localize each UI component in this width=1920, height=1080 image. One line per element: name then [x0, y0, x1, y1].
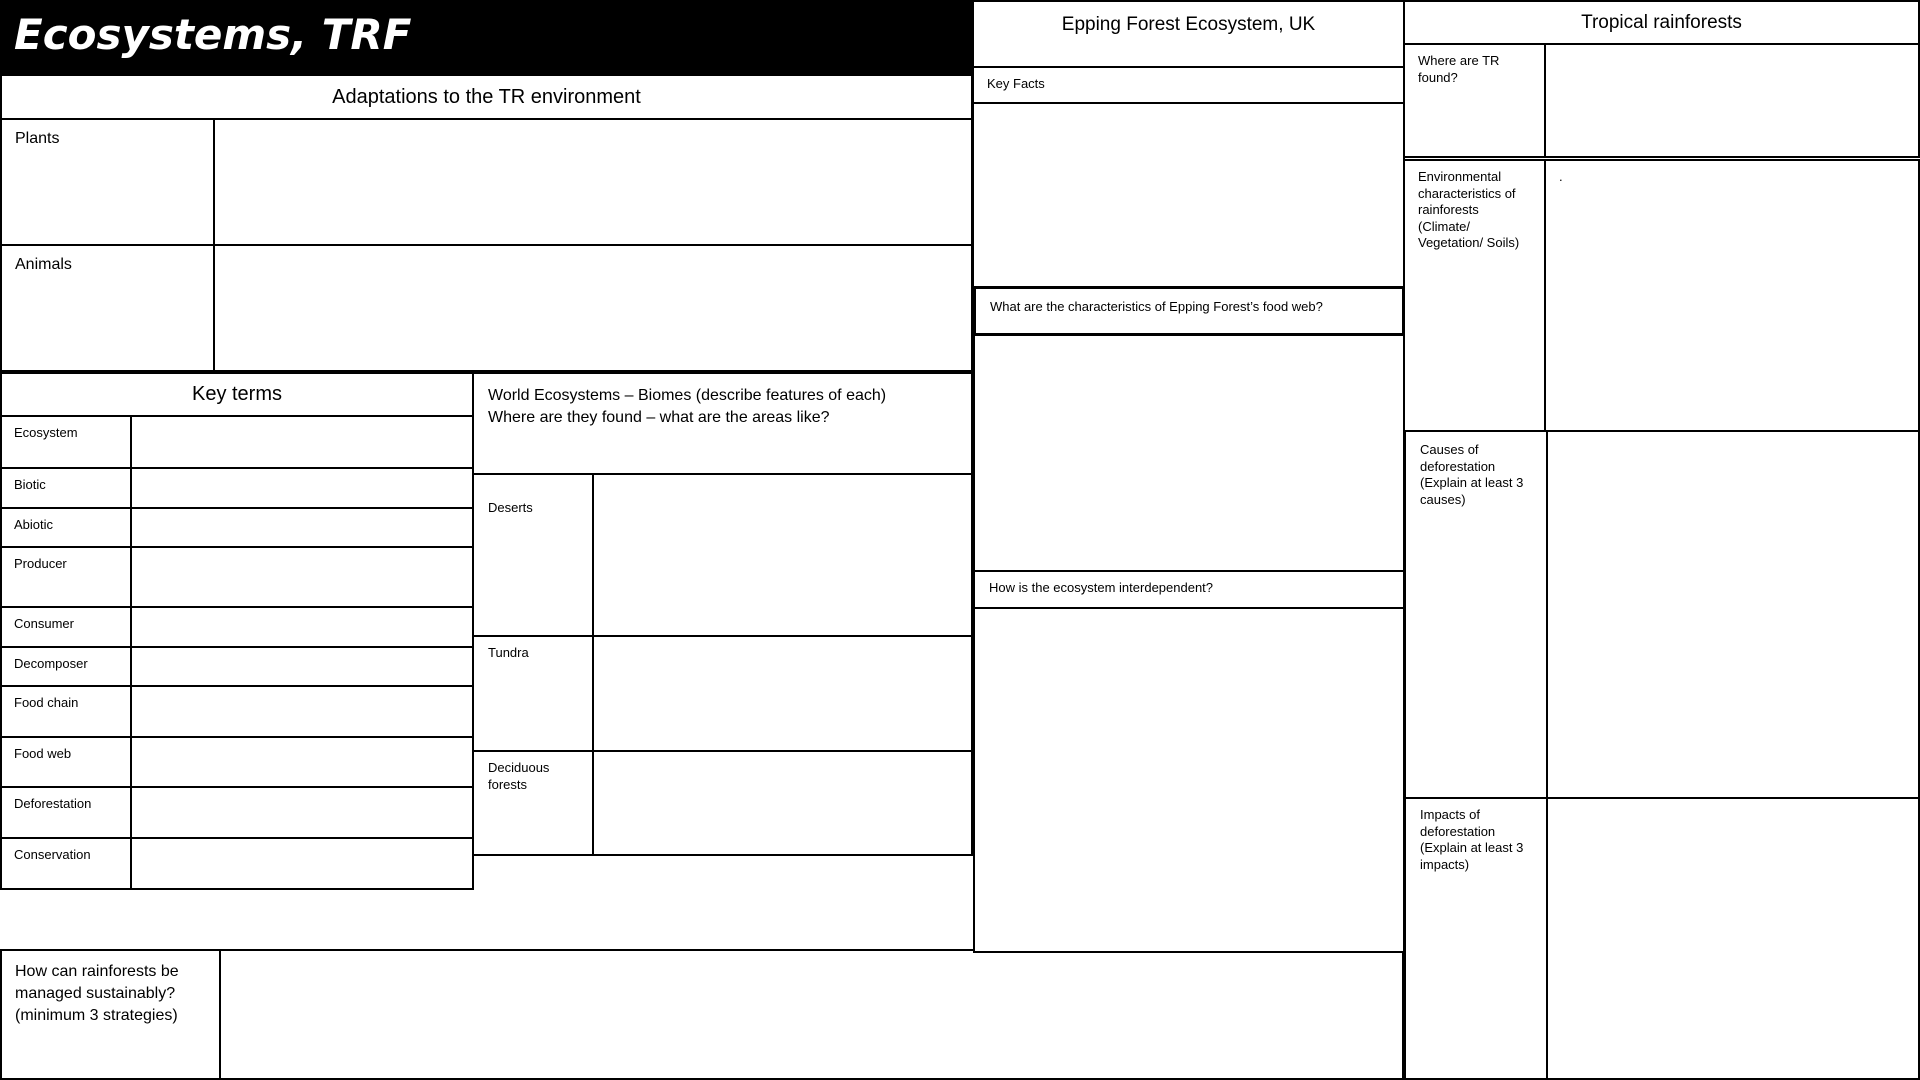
tropical-env-line3: rainforests: [1418, 202, 1479, 217]
tropical-causes-label-box: [1404, 430, 1548, 799]
key-term-biotic-label-box: [0, 467, 132, 509]
sustainable-label-box: [0, 949, 221, 1080]
biome-label-line2: forests: [488, 776, 528, 792]
key-term-food-chain-label-box: [0, 685, 132, 738]
epping-heading: Epping Forest Ecosystem, UK: [1061, 14, 1316, 35]
tropical-causes-answer[interactable]: [1546, 430, 1920, 799]
adaptations-plants-label: Plants: [15, 130, 60, 147]
tropical-impacts-line1: Impacts of: [1420, 807, 1480, 822]
epping-key-facts-answer[interactable]: [972, 102, 1405, 288]
tropical-where-label-box: [1403, 43, 1546, 158]
key-term-label: Consumer: [14, 616, 74, 631]
world-ecosystems-heading-line2: Where are they found – what are the areas like?: [488, 409, 830, 426]
epping-interdependent-question-box: [973, 570, 1405, 609]
tropical-causes-line3: (Explain at least 3: [1420, 475, 1524, 490]
tropical-heading-box: [1403, 0, 1920, 45]
key-terms-heading-box: [0, 372, 474, 417]
adaptations-heading-box: [0, 74, 973, 120]
biome-deciduous-label-box: [472, 750, 594, 856]
epping-food-web-question: What are the characteristics of Epping Forest’s food web?: [990, 299, 1323, 314]
sustainable-answer[interactable]: [219, 949, 1404, 1080]
key-term-food-chain-answer[interactable]: [130, 685, 474, 738]
adaptations-animals-label-box: [0, 244, 215, 372]
key-term-decomposer-answer[interactable]: [130, 646, 474, 687]
title-bar: [0, 0, 973, 75]
key-term-abiotic-answer[interactable]: [130, 507, 474, 548]
key-term-consumer-answer[interactable]: [130, 606, 474, 648]
adaptations-animals-label: Animals: [15, 256, 72, 273]
tropical-impacts-line3: (Explain at least 3: [1420, 840, 1524, 855]
key-term-label: Food web: [14, 746, 72, 761]
tropical-env-answer-text: .: [1559, 169, 1563, 184]
biome-deserts-answer[interactable]: [592, 473, 973, 637]
key-term-decomposer-label-box: [0, 646, 132, 687]
tropical-environmental-label-box: [1403, 159, 1546, 432]
biome-tundra-answer[interactable]: [592, 635, 973, 752]
biome-label-line1: Deciduous: [488, 760, 550, 775]
tropical-where-line1: Where are TR: [1418, 53, 1500, 68]
tropical-env-line4: (Climate/: [1418, 218, 1471, 234]
adaptations-plants-answer[interactable]: [213, 118, 973, 246]
sustainable-label-line2: managed sustainably?: [15, 985, 176, 1002]
key-term-ecosystem-answer[interactable]: [130, 415, 474, 469]
epping-food-web-question-box: [973, 286, 1405, 336]
tropical-where-line2: found?: [1418, 69, 1458, 85]
tropical-env-line1: Environmental: [1418, 169, 1502, 184]
adaptations-plants-label-box: [0, 118, 215, 246]
biome-deserts-label-box: [472, 473, 594, 637]
key-term-label: Producer: [14, 556, 67, 571]
key-term-ecosystem-label-box: [0, 415, 132, 469]
biome-label: Deserts: [488, 500, 533, 515]
biome-tundra-label-box: [472, 635, 594, 752]
key-term-deforestation-label-box: [0, 786, 132, 839]
key-term-label: Ecosystem: [14, 425, 78, 440]
world-ecosystems-heading-box: [472, 372, 973, 475]
key-term-label: Decomposer: [14, 656, 88, 671]
epping-heading-box: [972, 0, 1405, 68]
key-term-conservation-answer[interactable]: [130, 837, 474, 890]
tropical-where-answer[interactable]: [1544, 43, 1920, 158]
epping-food-web-answer[interactable]: [973, 334, 1405, 572]
key-term-producer-answer[interactable]: [130, 546, 474, 608]
tropical-impacts-line2: deforestation: [1420, 823, 1496, 839]
sustainable-label-line3: (minimum 3 strategies): [15, 1007, 178, 1024]
key-term-food-web-label-box: [0, 736, 132, 788]
tropical-causes-line1: Causes of: [1420, 442, 1479, 457]
key-term-label: Food chain: [14, 695, 79, 710]
key-term-deforestation-answer[interactable]: [130, 786, 474, 839]
epping-key-facts-label-box: [972, 66, 1405, 104]
biome-label: Tundra: [488, 645, 529, 660]
key-term-consumer-label-box: [0, 606, 132, 648]
adaptations-heading: Adaptations to the TR environment: [332, 85, 641, 108]
tropical-impacts-label-box: [1404, 797, 1548, 1080]
key-term-label: Biotic: [14, 477, 46, 492]
key-term-label: Abiotic: [14, 517, 54, 532]
epping-interdependent-question: How is the ecosystem interdependent?: [989, 580, 1214, 595]
key-terms-heading: Key terms: [191, 383, 283, 405]
sustainable-label-line1: How can rainforests be: [15, 963, 179, 980]
key-term-label: Deforestation: [14, 796, 92, 811]
tropical-heading: Tropical rainforests: [1581, 11, 1742, 33]
tropical-impacts-answer[interactable]: [1546, 797, 1920, 1080]
tropical-causes-line2: deforestation: [1420, 458, 1496, 474]
world-ecosystems-heading-line1: World Ecosystems – Biomes (describe features of each): [488, 387, 887, 404]
tropical-environmental-answer[interactable]: [1544, 159, 1920, 432]
tropical-env-line5: Vegetation/ Soils): [1418, 235, 1520, 250]
tropical-env-line2: characteristics of: [1418, 185, 1516, 201]
key-term-biotic-answer[interactable]: [130, 467, 474, 509]
key-term-producer-label-box: [0, 546, 132, 608]
epping-key-facts-label: Key Facts: [987, 76, 1045, 91]
epping-interdependent-answer[interactable]: [973, 607, 1405, 953]
page-title: Ecosystems, TRF: [14, 10, 412, 59]
key-term-food-web-answer[interactable]: [130, 736, 474, 788]
tropical-causes-line4: causes): [1420, 491, 1466, 507]
tropical-impacts-line4: impacts): [1420, 856, 1470, 872]
adaptations-animals-answer[interactable]: [213, 244, 973, 372]
key-term-label: Conservation: [14, 847, 91, 862]
key-term-conservation-label-box: [0, 837, 132, 890]
biome-deciduous-answer[interactable]: [592, 750, 973, 856]
key-term-abiotic-label-box: [0, 507, 132, 548]
